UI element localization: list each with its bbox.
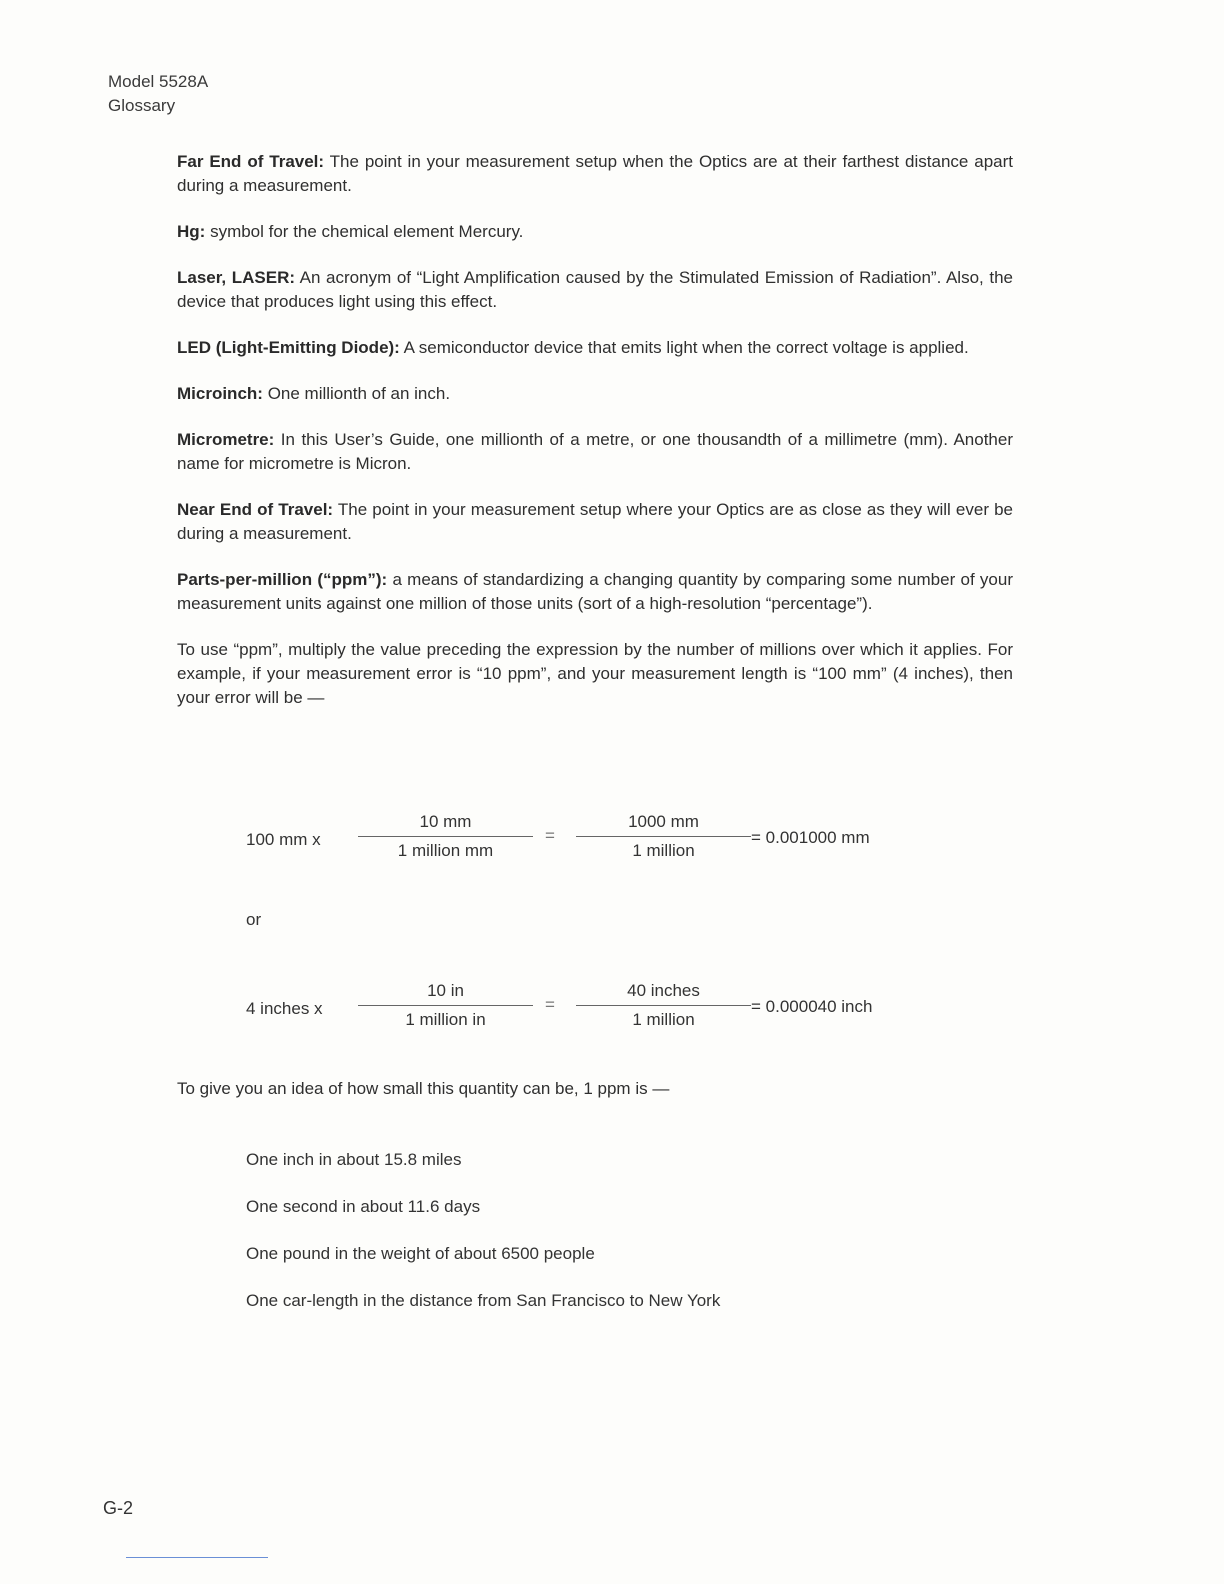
footer-rule [126, 1557, 268, 1558]
fraction-bar [576, 1005, 751, 1006]
equation-fraction-2 [576, 979, 751, 1032]
glossary-entry [177, 568, 1013, 616]
fraction-denominator: 1 million mm [397, 841, 494, 860]
list-item: One pound in the weight of about 6500 people [246, 1244, 595, 1263]
equation-result: = 0.001000 mm [751, 828, 870, 847]
glossary-term: LED (Light-Emitting Diode): [177, 338, 400, 357]
equation-lhs: 4 inches x [246, 999, 323, 1018]
ppm-examples-list [246, 1148, 720, 1336]
glossary-definition: The point in your measurement setup where your Optics are as close as they will ever be during a measurement. [177, 500, 1014, 543]
fraction-denominator: 1 million in [405, 1010, 486, 1029]
fraction-numerator: 1000 mm [628, 812, 699, 831]
glossary-entry [177, 382, 1013, 406]
glossary-entry [177, 266, 1013, 314]
list-item: One second in about 11.6 days [246, 1197, 481, 1216]
fraction-numerator: 10 mm [419, 812, 472, 831]
glossary-definition: One millionth of an inch. [267, 384, 451, 403]
equation-metric [246, 810, 946, 870]
glossary-body [177, 150, 1013, 732]
glossary-definition: A semiconductor device that emits light when the correct voltage is applied. [403, 338, 969, 357]
equals-sign: = [545, 995, 555, 1014]
fraction-bar [358, 836, 533, 837]
glossary-term: Microinch: [177, 384, 263, 403]
fraction-denominator: 1 million [632, 1010, 695, 1029]
equation-imperial [246, 979, 946, 1039]
fraction-numerator: 40 inches [627, 981, 700, 1000]
header-section: Glossary [108, 96, 176, 115]
glossary-definition: In this User’s Guide, one millionth of a metre, or one thousandth of a millimetre (mm). Another name for micrometre is Micron. [177, 430, 1013, 473]
glossary-term: Hg: [177, 222, 206, 241]
glossary-entry [177, 150, 1013, 198]
equation-fraction-1 [358, 979, 533, 1032]
glossary-term: Far End of Travel: [177, 152, 325, 171]
list-item: One inch in about 15.8 miles [246, 1150, 462, 1169]
glossary-entry [177, 498, 1013, 546]
glossary-entry [177, 336, 1013, 360]
fraction-numerator: 10 in [427, 981, 464, 1000]
fraction-denominator: 1 million [632, 841, 695, 860]
equation-fraction-2 [576, 810, 751, 863]
ppm-scale-intro: To give you an idea of how small this quantity can be, 1 ppm is — [177, 1079, 670, 1098]
or-connector: or [246, 910, 262, 929]
glossary-definition: The point in your measurement setup when the Optics are at their farthest distance apart during a measurement. [177, 152, 1013, 195]
fraction-bar [576, 836, 751, 837]
glossary-entry [177, 220, 1013, 244]
glossary-term: Parts-per-million (“ppm”): [177, 570, 388, 589]
glossary-term: Micrometre: [177, 430, 275, 449]
equation-lhs: 100 mm x [246, 830, 321, 849]
ppm-usage-paragraph: To use “ppm”, multiply the value preceding the expression by the number of millions over which it applies. For example, if your measurement error is “10 ppm”, and your measurement length is “100 mm” (4 inches), then your error will be — [177, 640, 1013, 707]
running-header [108, 70, 208, 118]
equals-sign: = [545, 826, 555, 845]
equation-result: = 0.000040 inch [751, 997, 873, 1016]
glossary-term: Near End of Travel: [177, 500, 334, 519]
list-item: One car-length in the distance from San Francisco to New York [246, 1291, 721, 1310]
equation-fraction-1 [358, 810, 533, 863]
glossary-entry [177, 428, 1013, 476]
glossary-definition: symbol for the chemical element Mercury. [210, 222, 524, 241]
header-model: Model 5528A [108, 72, 209, 91]
glossary-definition: a means of standardizing a changing quantity by comparing some number of your measurement units against one million of those units (sort of a high-resolution “percentage”). [177, 570, 1013, 613]
glossary-definition: An acronym of “Light Amplification caused by the Stimulated Emission of Radiation”. Also, the device that produces light using this effect. [177, 268, 1013, 311]
glossary-term: Laser, LASER: [177, 268, 296, 287]
fraction-bar [358, 1005, 533, 1006]
page-number: G-2 [103, 1498, 134, 1518]
